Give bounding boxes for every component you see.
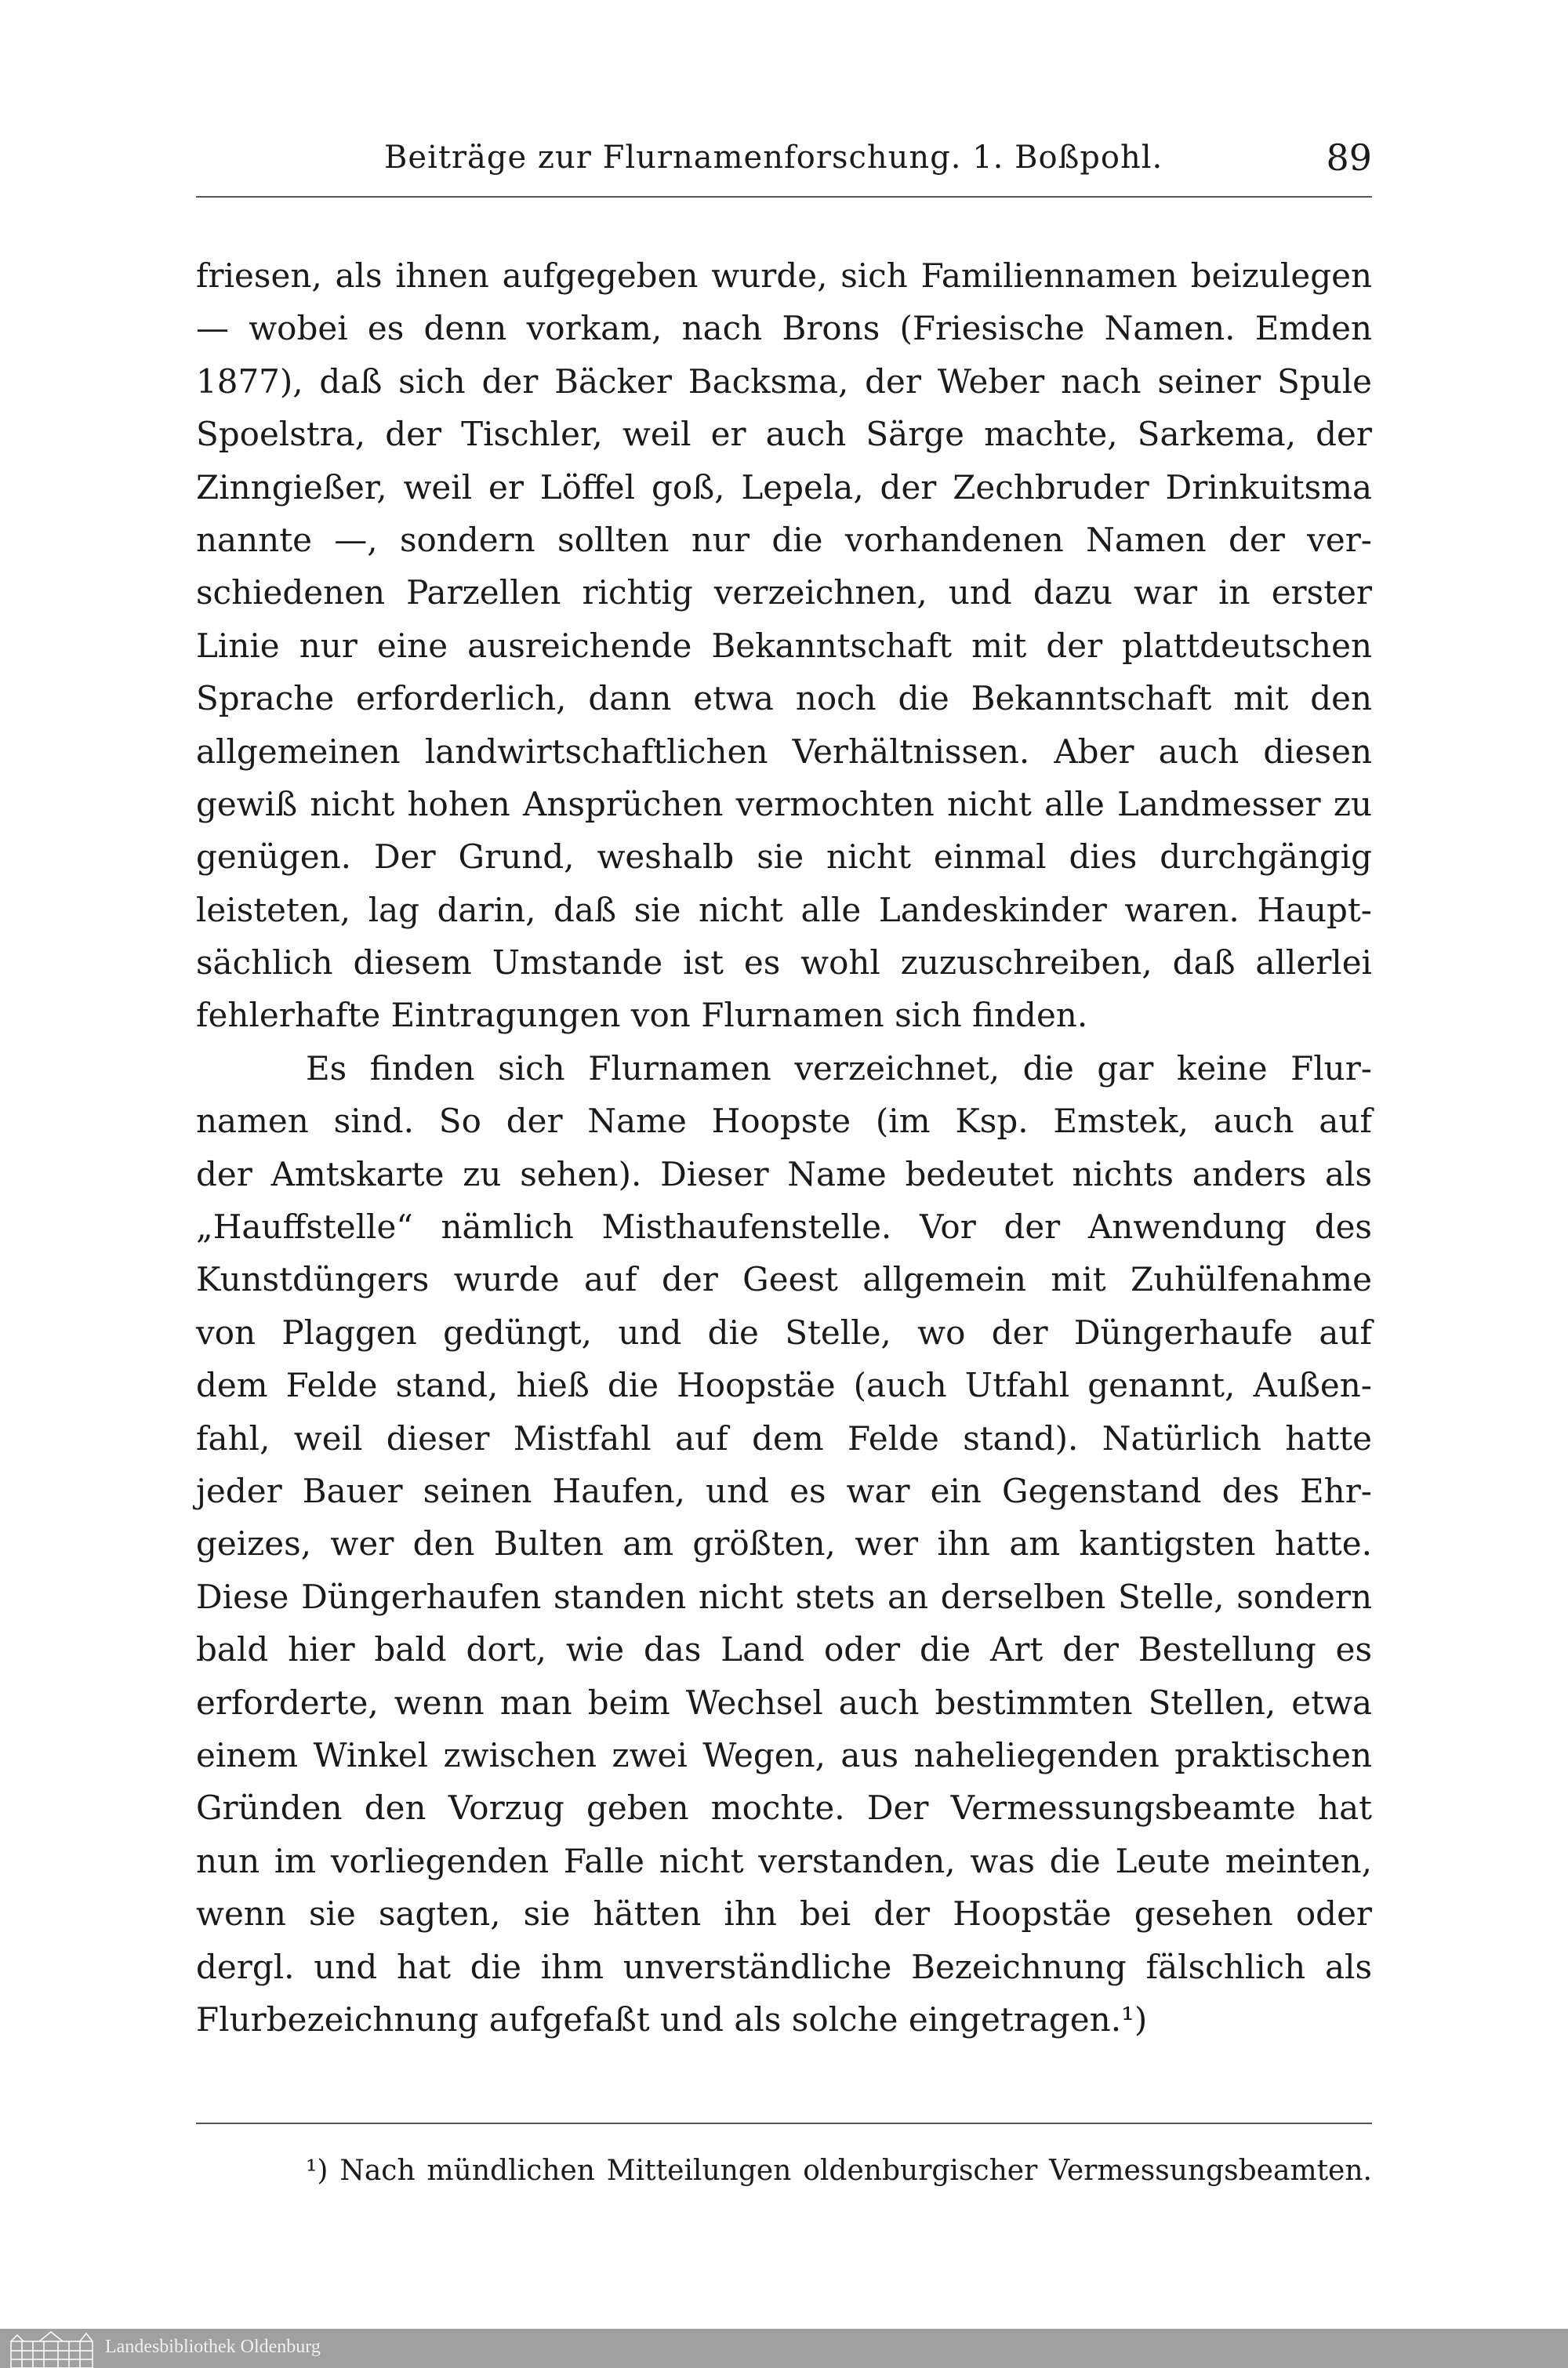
text-line: 1877), daß sich der Bäcker Backsma, der Weber nach seiner Spule — [196, 361, 1372, 401]
page-header — [196, 136, 1372, 187]
header-rule — [196, 196, 1372, 198]
text-line: — wobei es denn vorkam, nach Brons (Friesische Namen. Emden — [196, 309, 1372, 348]
library-name: Landesbibliothek Oldenburg — [105, 2337, 321, 2357]
text-line: jeder Bauer seinen Haufen, und es war ein Gegenstand des Ehr- — [196, 1471, 1372, 1510]
text-line: Sprache erforderlich, dann etwa noch die Bekanntschaft mit den — [196, 679, 1372, 718]
text-line: dem Felde stand, hieß die Hoopstäe (auch Utfahl genannt, Außen- — [196, 1366, 1372, 1405]
text-line: Spoelstra, der Tischler, weil er auch Särge machte, Sarkema, der — [196, 415, 1372, 454]
text-line: gewiß nicht hohen Ansprüchen vermochten nicht alle Landmesser zu — [196, 784, 1372, 823]
text-line: Zinngießer, weil er Löffel goß, Lepela, der Zechbruder Drinkuitsma — [196, 467, 1372, 507]
text-line: Kunstdüngers wurde auf der Geest allgemein mit Zuhülfenahme — [196, 1260, 1372, 1299]
page-number: 89 — [1326, 136, 1372, 179]
text-line: fehlerhafte Eintragungen von Flurnamen sich finden. — [196, 996, 1088, 1035]
text-line: „Hauffstelle“ nämlich Misthaufenstelle. Vor der Anwendung des — [196, 1208, 1372, 1247]
text-line: nannte —, sondern sollten nur die vorhandenen Namen der ver- — [196, 520, 1372, 559]
text-line: erforderte, wenn man beim Wechsel auch bestimmten Stellen, etwa — [196, 1683, 1372, 1722]
text-line: nun im vorliegenden Falle nicht verstanden, was die Leute meinten, — [196, 1841, 1372, 1880]
text-line: Linie nur eine ausreichende Bekanntschaft mit der plattdeutschen — [196, 626, 1372, 665]
text-line: von Plaggen gedüngt, und die Stelle, wo der Düngerhaufe auf — [196, 1313, 1372, 1352]
text-line: bald hier bald dort, wie das Land oder die Art der Bestellung es — [196, 1630, 1372, 1669]
footnote-rule — [196, 2123, 1372, 2124]
text-line: geizes, wer den Bulten am größten, wer ihn am kantigsten hatte. — [196, 1524, 1372, 1564]
library-building-logo — [6, 2330, 96, 2368]
text-line: fahl, weil dieser Mistfahl auf dem Felde stand). Natürlich hatte — [196, 1418, 1372, 1458]
text-line: schiedenen Parzellen richtig verzeichnen, und dazu war in erster — [196, 573, 1372, 612]
text-line: Diese Düngerhaufen standen nicht stets an derselben Stelle, sondern — [196, 1577, 1372, 1616]
text-line: dergl. und hat die ihm unverständliche Bezeichnung fälschlich als — [196, 1947, 1372, 1986]
text-line: Es finden sich Flurnamen verzeichnet, die gar keine Flur- — [306, 1048, 1372, 1088]
text-line: der Amtskarte zu sehen). Dieser Name bedeutet nichts anders als — [196, 1154, 1372, 1193]
running-title: Beiträge zur Flurnamenforschung. 1. Boßpohl. — [384, 140, 1163, 176]
text-line: genügen. Der Grund, weshalb sie nicht einmal dies durchgängig — [196, 837, 1372, 877]
footnote: ¹) Nach mündlichen Mitteilungen oldenburgischer Vermessungsbeamten. — [306, 2155, 1372, 2187]
text-line: Flurbezeichnung aufgefaßt und als solche eingetragen.¹) — [196, 1999, 1148, 2039]
text-line: friesen, als ihnen aufgegeben wurde, sich Familiennamen beizulegen — [196, 256, 1372, 295]
text-line: wenn sie sagten, sie hätten ihn bei der Hoopstäe gesehen oder — [196, 1894, 1372, 1934]
text-line: Gründen den Vorzug geben mochte. Der Vermessungsbeamte hat — [196, 1789, 1372, 1828]
text-line: einem Winkel zwischen zwei Wegen, aus naheliegenden praktischen — [196, 1735, 1372, 1774]
text-line: leisteten, lag darin, daß sie nicht alle Landeskinder waren. Haupt- — [196, 890, 1372, 929]
text-line: namen sind. So der Name Hoopste (im Ksp. Emstek, auch auf — [196, 1102, 1372, 1141]
footer-bar — [0, 2329, 1568, 2368]
text-line: allgemeinen landwirtschaftlichen Verhältnissen. Aber auch diesen — [196, 732, 1372, 771]
body-text — [196, 249, 1372, 2046]
text-line: sächlich diesem Umstande ist es wohl zuzuschreiben, daß allerlei — [196, 943, 1372, 982]
